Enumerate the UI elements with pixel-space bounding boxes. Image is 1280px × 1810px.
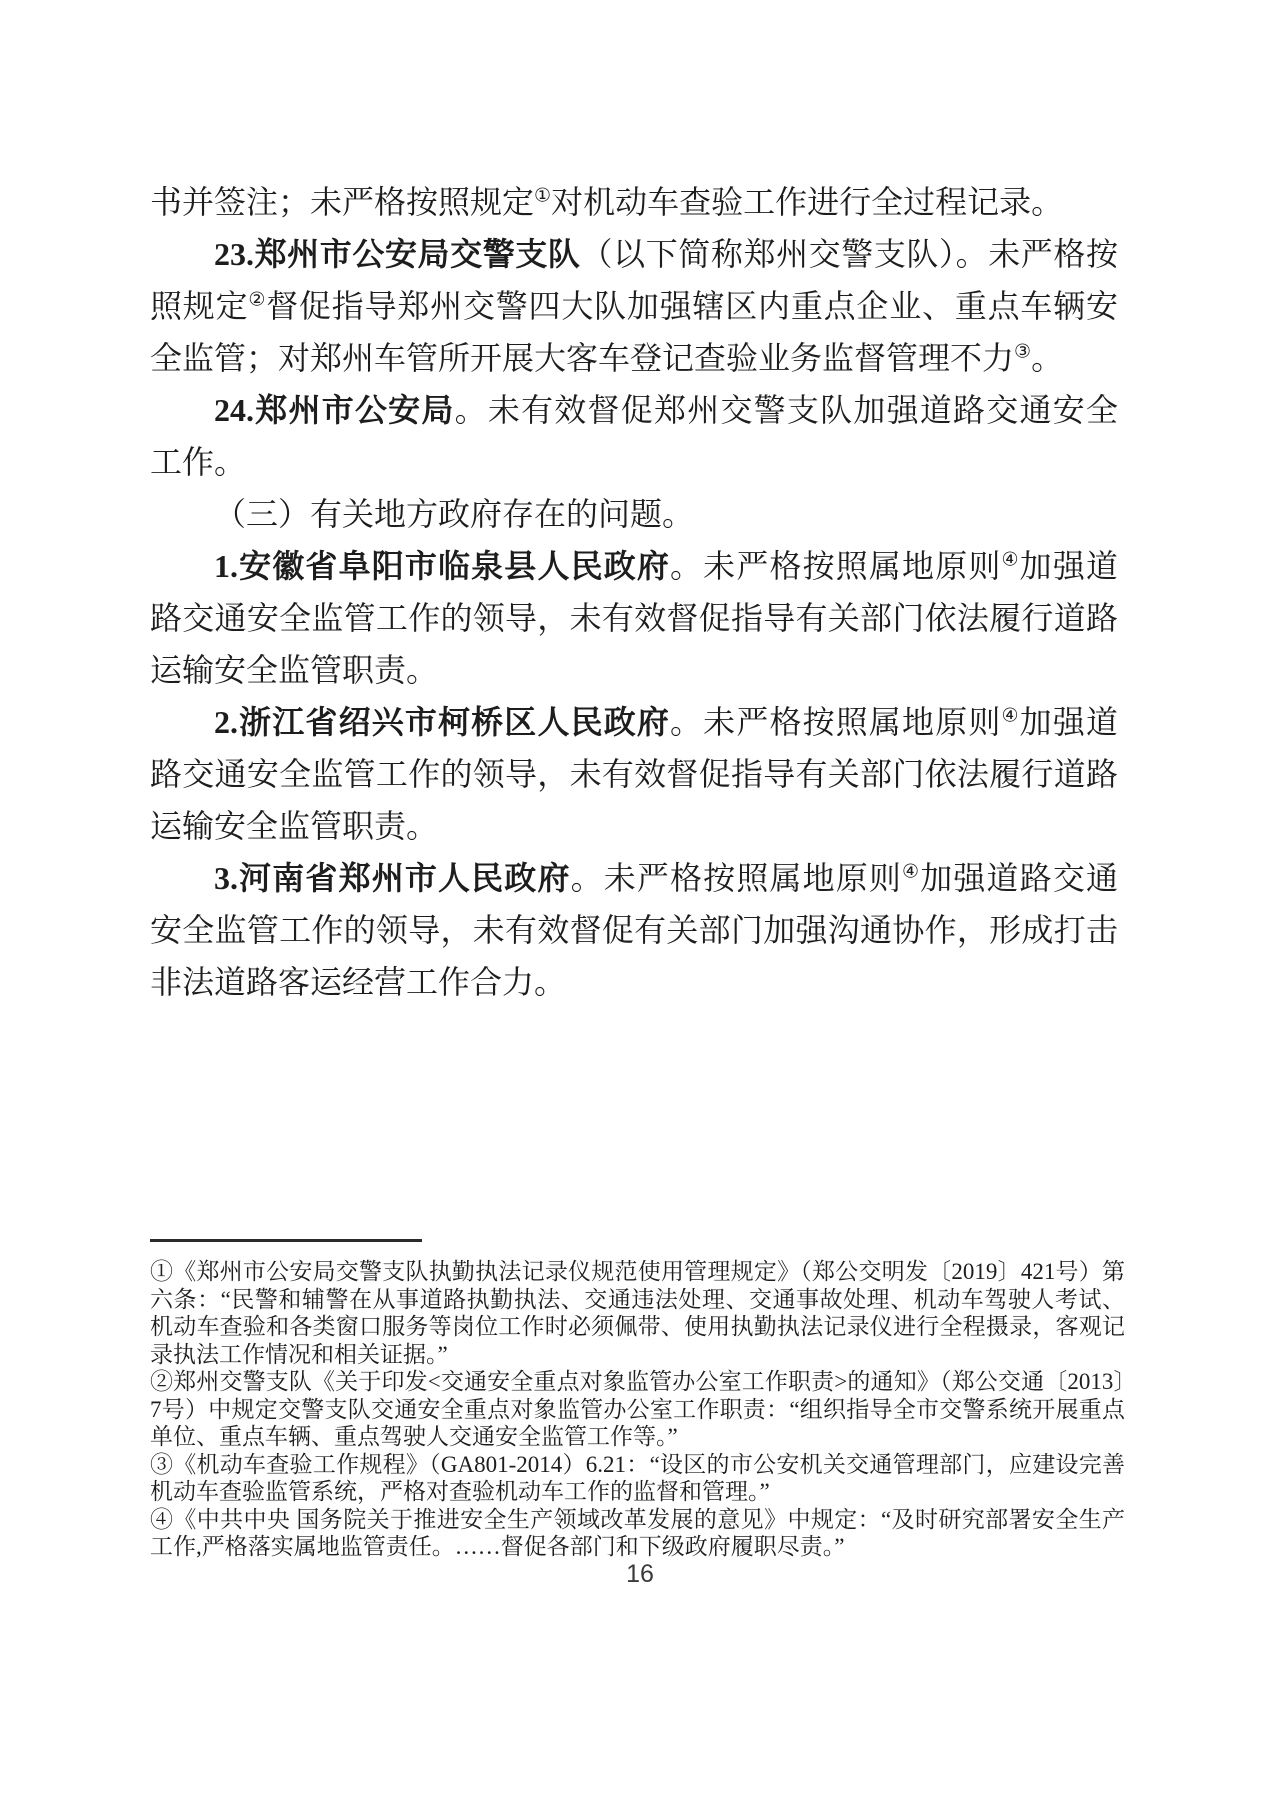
text-run: 督促指导郑州交警四大队加强辖区内重点企业、重点车辆安全监管；对郑州车管所开展大客车登记查验业务监督管理不力	[150, 288, 1118, 376]
para-1-linquan-county-government	[150, 540, 1118, 696]
footnote-2-text: 郑州交警支队《关于印发<交通安全重点对象监管办公室工作职责>的通知》（郑公交通〔2013〕7号）中规定交警支队交通安全重点对象监管办公室工作职责：“组织指导全市交警系统开展重点单位、重点车辆、重点驾驶人交通安全监管工作等。”	[150, 1369, 1126, 1449]
text-run: 。未严格按照属地原则	[670, 704, 1002, 740]
text-run: 3.河南省郑州市人民政府	[214, 860, 571, 896]
footnote-3-marker: ③	[150, 1451, 174, 1477]
text-run: 2.浙江省绍兴市柯桥区人民政府	[214, 704, 671, 740]
para-continuation	[150, 176, 1118, 228]
text-run: （以下简称郑州交警支队）。未严格按照规定	[150, 236, 1118, 324]
text-run: 加强道路交通安全监管工作的领导，未有效督促指导有关部门依法履行道路运输安全监管职责。	[150, 704, 1118, 844]
footnote-divider	[150, 1239, 422, 1242]
text-run: 23.郑州市公安局交警支队	[214, 236, 581, 272]
text-run: 。未严格按照属地原则	[670, 548, 1002, 584]
footnote-ref-marker: ④	[902, 861, 921, 883]
text-run: （三）有关地方政府存在的问题。	[214, 496, 695, 532]
footnote-ref-marker: ③	[1014, 341, 1032, 363]
para-24-zhengzhou-public-security	[150, 384, 1118, 488]
text-run: 加强道路交通安全监管工作的领导，未有效督促有关部门加强沟通协作，形成打击非法道路客运经营工作合力。	[150, 860, 1118, 1000]
footnote-4	[150, 1506, 1125, 1561]
heading-section-three	[150, 488, 1118, 540]
para-23-zhengzhou-traffic-police	[150, 228, 1118, 384]
text-run: 加强道路交通安全监管工作的领导，未有效督促指导有关部门依法履行道路运输安全监管职责。	[150, 548, 1118, 688]
footnote-1-marker: ①	[150, 1259, 174, 1284]
footnote-3-text: 《机动车查验工作规程》（GA801-2014）6.21：“设区的市公安机关交通管理部门，应建设完善机动车查验监管系统，严格对查验机动车工作的监督和管理。”	[150, 1451, 1125, 1504]
text-run: 24.郑州市公安局	[214, 392, 455, 428]
text-run: 。未有效督促郑州交警支队加强道路交通安全工作。	[150, 392, 1118, 480]
footnote-3	[150, 1451, 1125, 1506]
footnote-2-marker: ②	[150, 1369, 174, 1394]
page-number: 16	[626, 1560, 654, 1588]
para-3-zhengzhou-city-government	[150, 852, 1118, 1008]
footnote-1-text: 《郑州市公安局交警支队执勤执法记录仪规范使用管理规定》（郑公交明发〔2019〕421号）第六条：“民警和辅警在从事道路执勤执法、交通违法处理、交通事故处理、机动车驾驶人考试、机动车查验和各类窗口服务等岗位工作时必须佩带、使用执勤执法记录仪进行全程摄录，客观记录执法工作情况和相关证据。”	[150, 1259, 1126, 1367]
footnote-2	[150, 1368, 1125, 1451]
footnotes-section	[150, 1258, 1125, 1561]
text-run: 书并签注；未严格按照规定	[150, 184, 535, 220]
footnote-4-text: 《中共中央 国务院关于推进安全生产领域改革发展的意见》中规定：“及时研究部署安全生产工作,严格落实属地监管责任。……督促各部门和下级政府履职尽责。”	[150, 1506, 1125, 1559]
text-run: 对机动车查验工作进行全过程记录。	[551, 184, 1064, 220]
footnote-ref-marker: ④	[1001, 705, 1020, 727]
footnote-ref-marker: ②	[248, 289, 267, 311]
text-run: 。未严格按照属地原则	[570, 860, 903, 896]
footnote-1	[150, 1258, 1125, 1368]
footnote-ref-marker: ④	[1001, 549, 1020, 571]
document-body	[150, 176, 1118, 1008]
text-run: 1.安徽省阜阳市临泉县人民政府	[214, 548, 671, 584]
footnote-4-marker: ④	[150, 1506, 174, 1532]
para-2-keqiao-district-government	[150, 696, 1118, 852]
text-run: 。	[1031, 340, 1064, 376]
footnote-ref-marker: ①	[534, 185, 552, 207]
